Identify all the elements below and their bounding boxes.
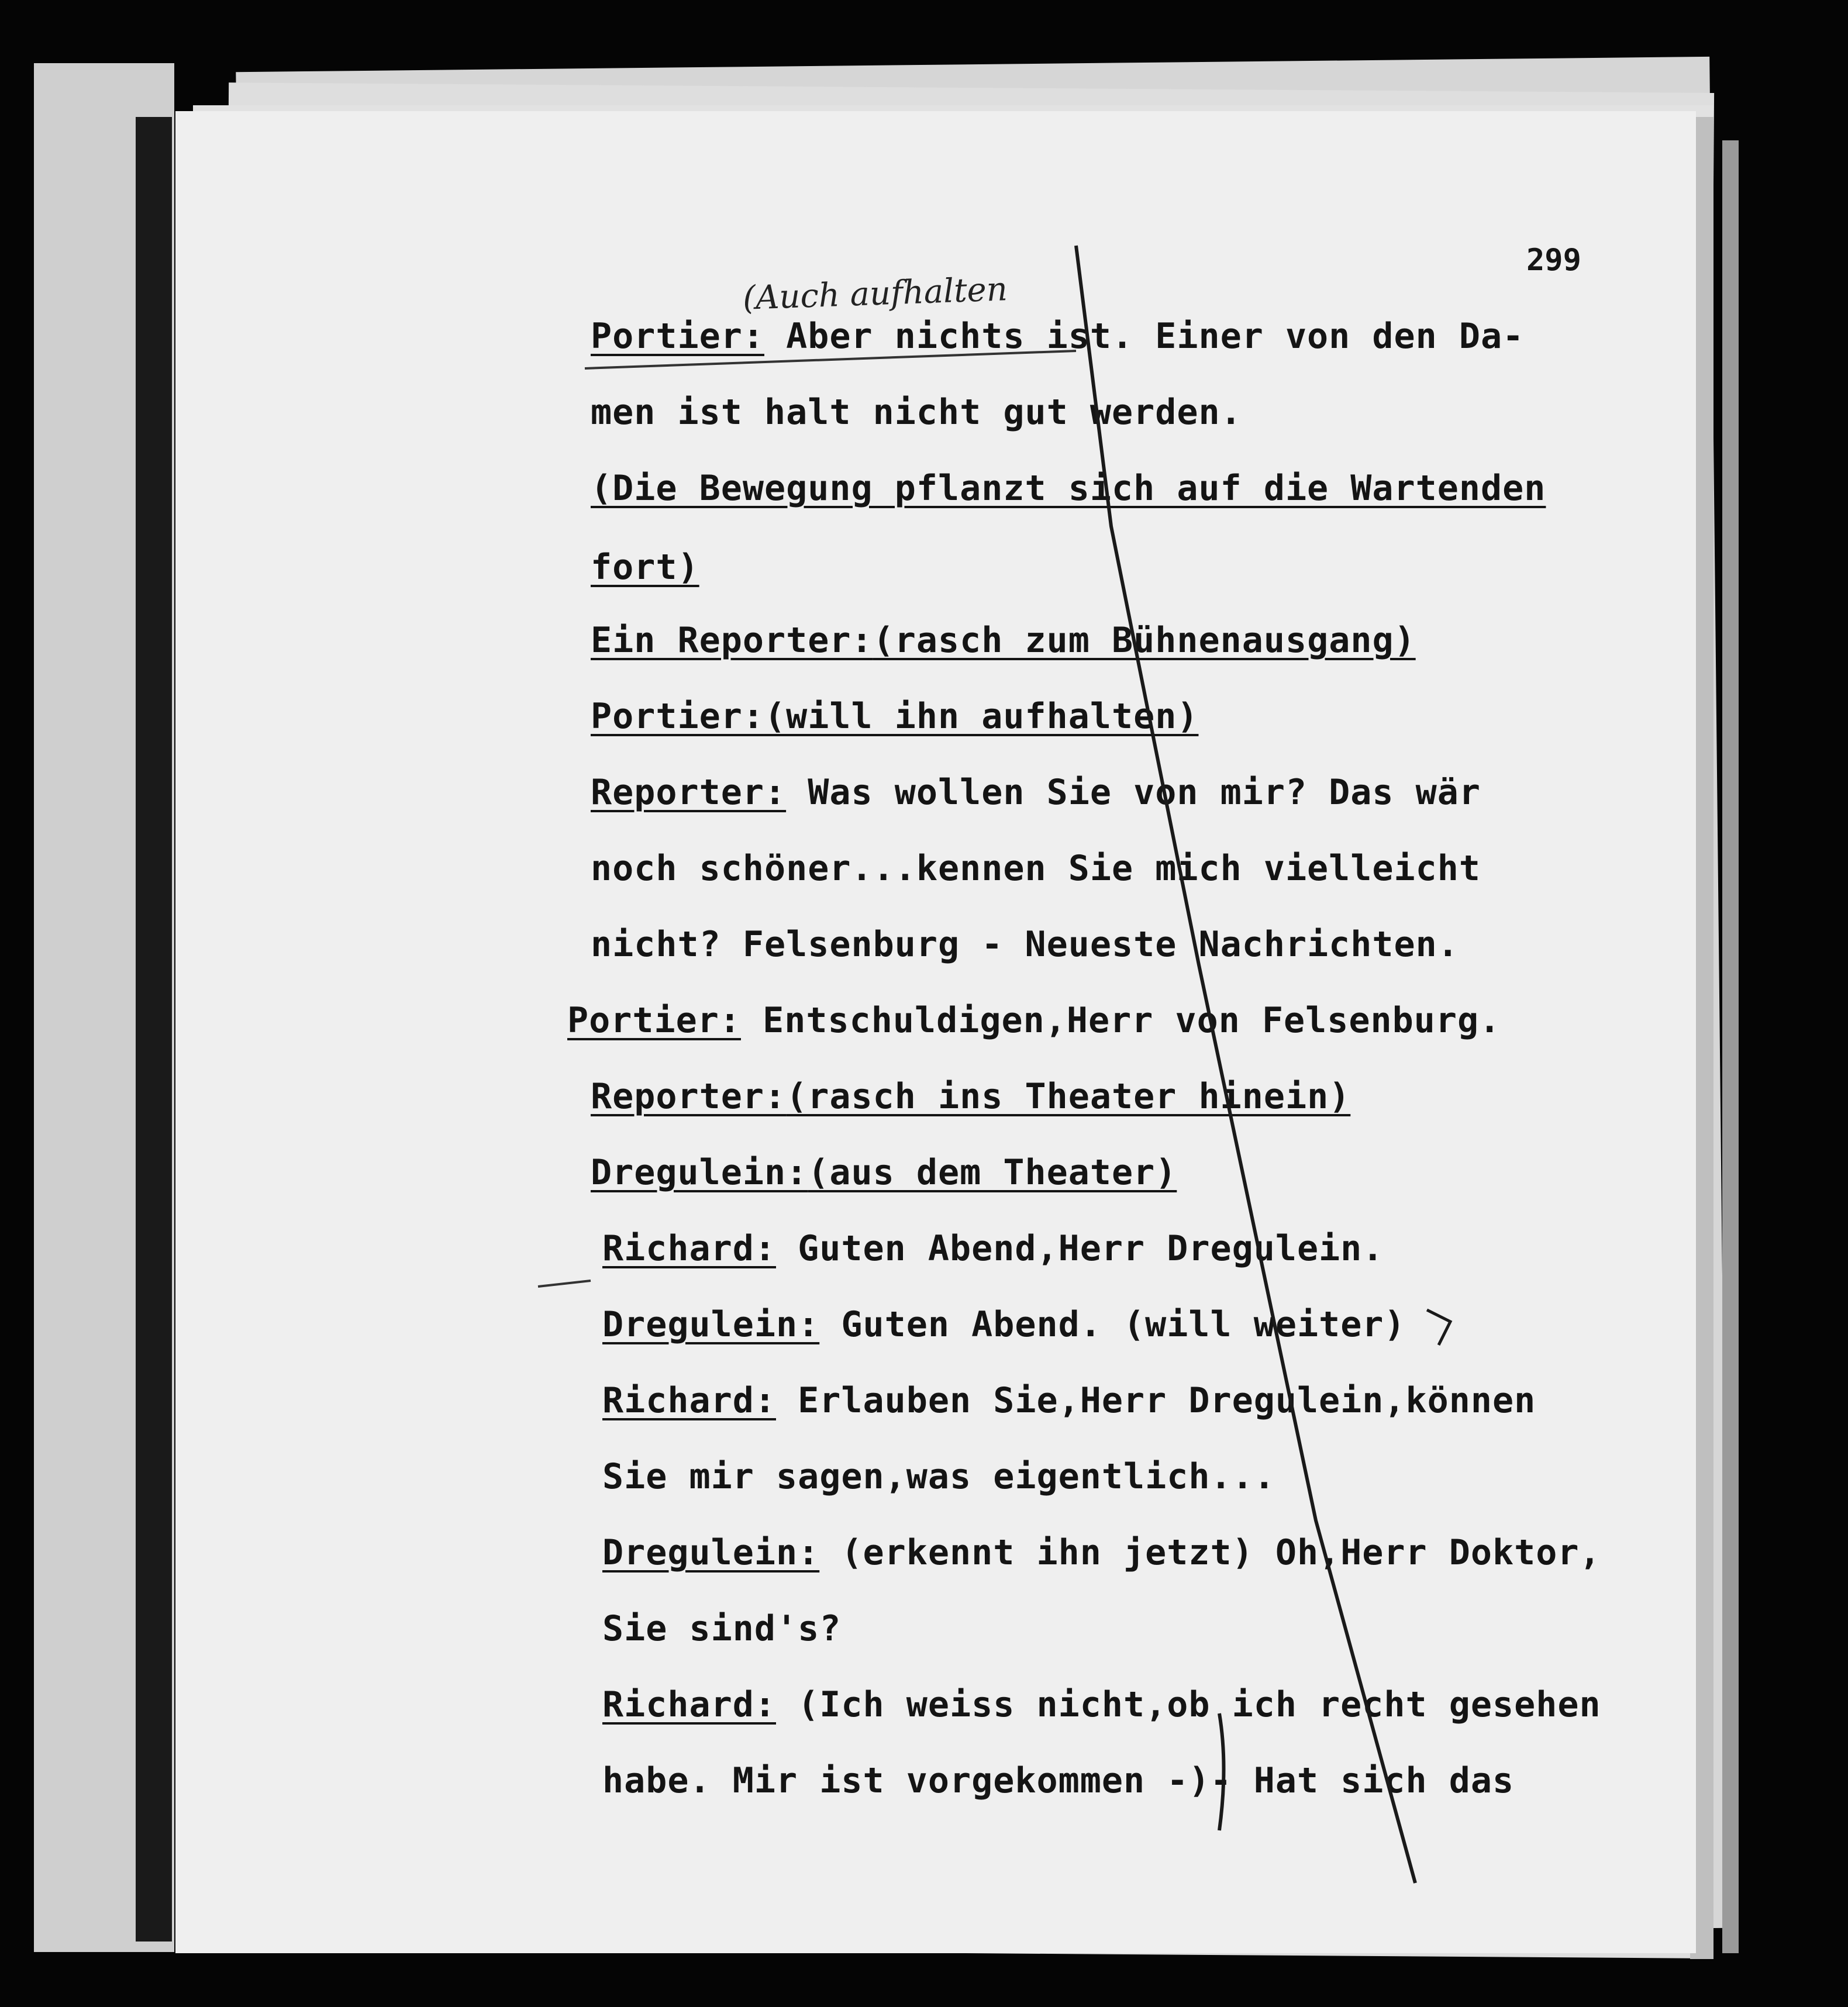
script-line — [602, 1684, 1848, 1725]
script-line — [591, 848, 1848, 889]
stage-direction: (rasch ins Theater hinein) — [786, 1076, 1351, 1117]
line-text: (erkennt ihn jetzt) Oh,Herr Doktor, — [819, 1532, 1601, 1573]
stage-direction: (will ihn aufhalten) — [764, 696, 1199, 737]
stage-direction: fort) — [591, 547, 699, 588]
pencil-annotation: (Auch aufhalten — [742, 270, 1008, 318]
script-line — [591, 924, 1848, 965]
script-line — [602, 1304, 1848, 1345]
speaker-label: Dregulein: — [602, 1304, 820, 1345]
stage-direction: (aus dem Theater) — [808, 1152, 1177, 1193]
script-line — [591, 392, 1848, 433]
speaker-label: Richard: — [602, 1380, 776, 1421]
line-text: men ist halt nicht gut werden. — [591, 392, 1242, 433]
page-number: 299 — [1526, 243, 1581, 278]
speaker-label: Portier: — [591, 316, 764, 357]
script-line — [591, 696, 1848, 737]
speaker-label: Richard: — [602, 1228, 776, 1269]
script-line — [602, 1456, 1848, 1497]
speaker-label: Dregulein: — [602, 1532, 820, 1573]
speaker-label: Portier: — [567, 1000, 741, 1041]
stage-direction: (Die Bewegung pflanzt sich auf die Wartenden — [591, 468, 1546, 509]
left-binding-shadow — [136, 117, 172, 1942]
script-line — [567, 1000, 1848, 1041]
script-line — [591, 316, 1848, 357]
line-text: habe. Mir ist vorgekommen -)- Hat sich das — [602, 1760, 1515, 1801]
line-text: Sie mir sagen,was eigentlich... — [602, 1456, 1275, 1497]
line-text: Aber nichts ist. Einer von den Da- — [764, 316, 1525, 357]
script-line — [591, 620, 1848, 661]
script-line — [591, 468, 1848, 509]
speaker-label: Richard: — [602, 1684, 776, 1725]
script-line — [591, 1076, 1848, 1117]
script-line — [602, 1380, 1848, 1421]
stage-direction: (rasch zum Bühnenausgang) — [873, 620, 1416, 661]
line-text: Erlauben Sie,Herr Dregulein,können — [775, 1380, 1536, 1421]
line-text: Was wollen Sie von mir? Das wär — [786, 772, 1481, 813]
script-line — [591, 772, 1848, 813]
speaker-label: Reporter: — [591, 1076, 787, 1117]
speaker-label: Dregulein: — [591, 1152, 808, 1193]
speaker-label: Reporter: — [591, 772, 787, 813]
line-text: noch schöner...kennen Sie mich vielleicht — [591, 848, 1481, 889]
script-line — [602, 1760, 1848, 1801]
line-text: Guten Abend. (will weiter) — [819, 1304, 1406, 1345]
line-text: Entschuldigen,Herr von Felsenburg. — [740, 1000, 1501, 1041]
script-line — [602, 1608, 1848, 1649]
script-line — [591, 547, 1848, 588]
script-line — [602, 1532, 1848, 1573]
speaker-label: Portier: — [591, 696, 764, 737]
line-text: (Ich weiss nicht,ob ich recht gesehen — [775, 1684, 1601, 1725]
line-text: nicht? Felsenburg - Neueste Nachrichten. — [591, 924, 1459, 965]
script-line — [591, 1152, 1848, 1193]
speaker-label: Ein Reporter: — [591, 620, 873, 661]
line-text: Guten Abend,Herr Dregulein. — [775, 1228, 1384, 1269]
script-line — [602, 1228, 1848, 1269]
line-text: Sie sind's? — [602, 1608, 842, 1649]
